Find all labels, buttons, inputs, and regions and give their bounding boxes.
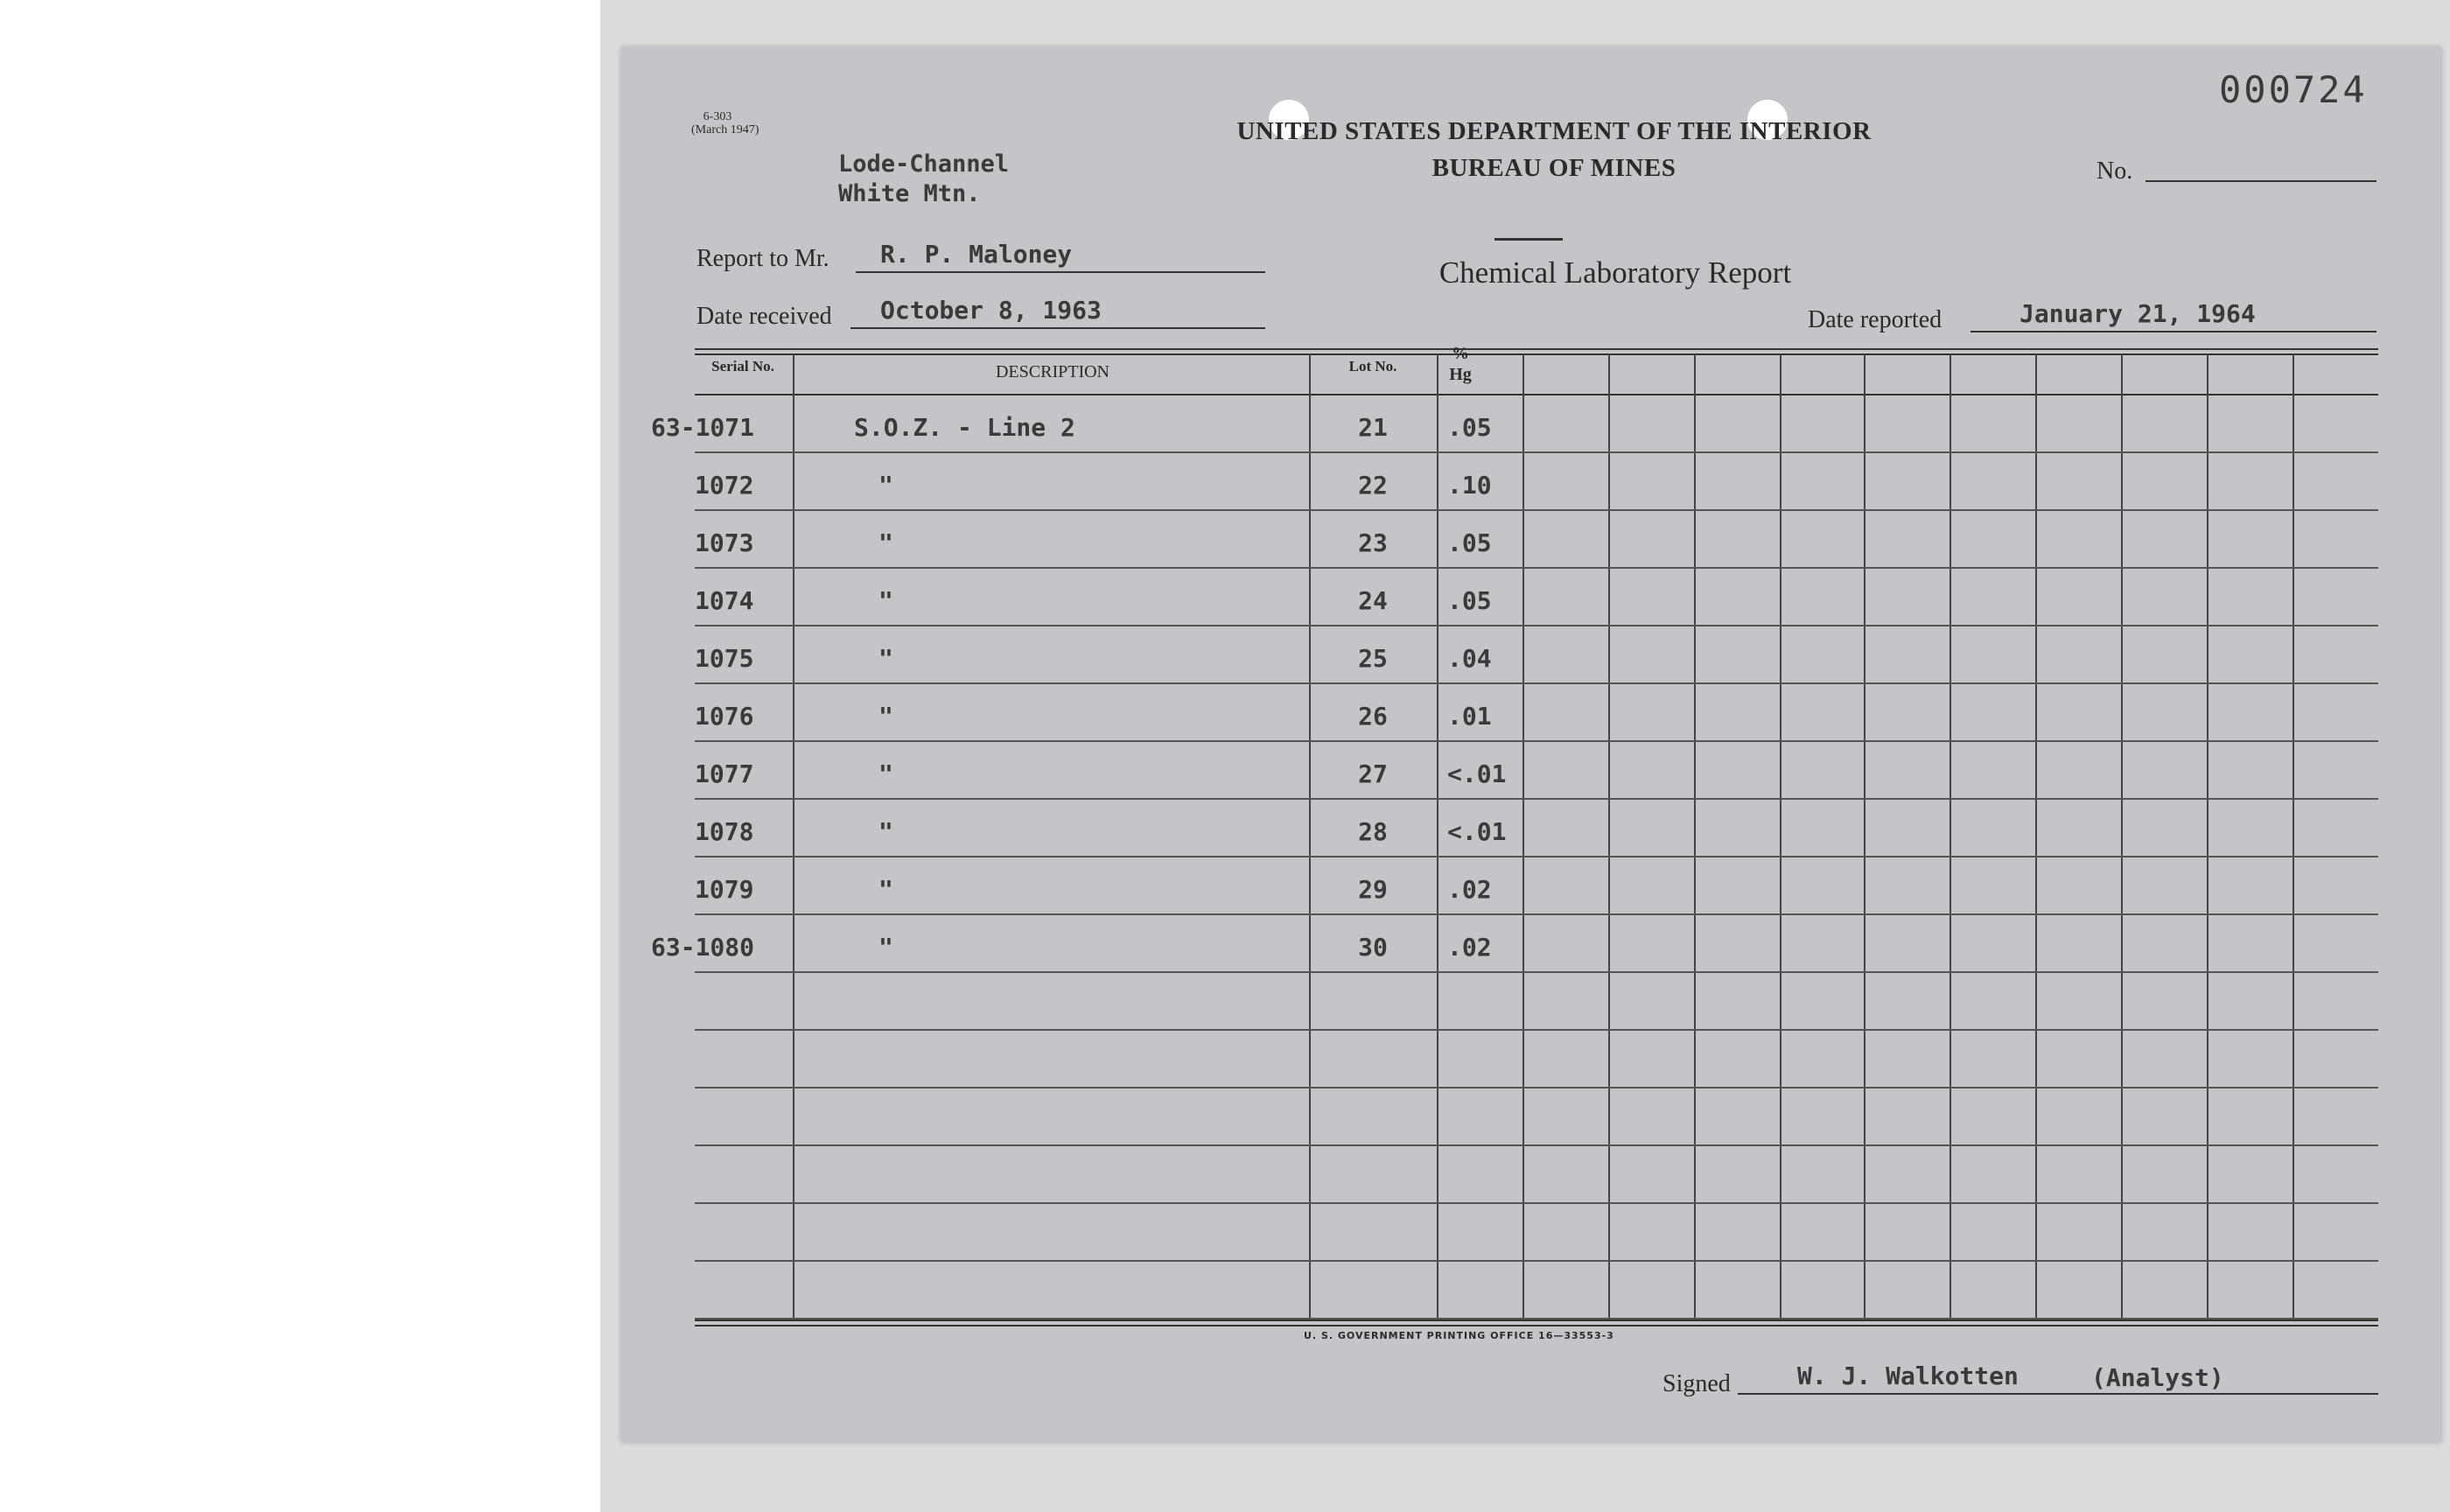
hg-value-cell: .05 xyxy=(1447,586,1492,615)
lot-cell: 21 xyxy=(1358,413,1388,442)
analyst-role: (Analyst) xyxy=(2091,1363,2224,1392)
table-column-divider xyxy=(1437,354,1438,1320)
project-line-1: Lode-Channel xyxy=(838,150,1010,178)
date-reported-value: January 21, 1964 xyxy=(2020,299,2256,328)
column-description-header: DESCRIPTION xyxy=(995,362,1110,382)
report-to-label: Report to Mr. xyxy=(696,245,830,272)
description-cell: " xyxy=(878,644,893,673)
serial-cell: 1079 xyxy=(695,875,754,904)
table-top-rule-2 xyxy=(695,354,2378,355)
table-column-divider xyxy=(2121,354,2123,1320)
lot-cell: 23 xyxy=(1358,528,1388,557)
table-row-rule xyxy=(695,509,2378,511)
description-cell: " xyxy=(878,875,893,904)
project-line-2: White Mtn. xyxy=(838,180,981,207)
description-cell: " xyxy=(878,471,893,500)
serial-cell: 1078 xyxy=(695,817,754,846)
table-column-divider xyxy=(2035,354,2037,1320)
table-row-rule xyxy=(695,682,2378,684)
document-number: 000724 xyxy=(2219,68,2368,111)
serial-cell: 1073 xyxy=(695,528,754,557)
table-bottom-rule xyxy=(695,1320,2378,1321)
description-cell: " xyxy=(878,933,893,962)
hg-value-cell: <.01 xyxy=(1447,817,1507,846)
table-row-rule xyxy=(695,798,2378,800)
table-column-divider xyxy=(1694,354,1696,1320)
bureau-title: BUREAU OF MINES xyxy=(1432,154,1676,182)
table-row-rule xyxy=(695,1202,2378,1204)
hg-value-cell: .02 xyxy=(1447,875,1492,904)
lot-cell: 28 xyxy=(1358,817,1388,846)
column-hg-header: Hg xyxy=(1449,365,1472,384)
table-column-divider xyxy=(2207,354,2208,1320)
signed-underline xyxy=(1738,1393,2378,1395)
lot-cell: 26 xyxy=(1358,702,1388,731)
table-row-rule xyxy=(695,740,2378,742)
table-row-rule xyxy=(695,567,2378,569)
no-label: No. xyxy=(2096,158,2133,185)
signed-label: Signed xyxy=(1662,1370,1731,1397)
description-cell: " xyxy=(878,528,893,557)
table-row-rule xyxy=(695,1144,2378,1146)
hg-value-cell: <.01 xyxy=(1447,760,1507,788)
no-underline xyxy=(2146,180,2376,182)
column-lot-header: Lot No. xyxy=(1348,358,1397,374)
table-row-rule xyxy=(695,625,2378,626)
form-code: 6-303 xyxy=(703,110,732,123)
table-column-divider xyxy=(1780,354,1782,1320)
table-row-rule xyxy=(695,1087,2378,1088)
description-cell: " xyxy=(878,760,893,788)
table-column-divider xyxy=(1950,354,1951,1320)
table-row-rule xyxy=(695,1029,2378,1031)
lot-cell: 30 xyxy=(1358,933,1388,962)
lot-cell: 22 xyxy=(1358,471,1388,500)
date-reported-label: Date reported xyxy=(1808,306,1942,333)
table-row-rule xyxy=(695,1260,2378,1262)
table-header-rule xyxy=(695,394,2378,396)
date-received-value: October 8, 1963 xyxy=(880,296,1102,325)
printing-office-note: U. S. GOVERNMENT PRINTING OFFICE 16—33553-3 xyxy=(1304,1330,1614,1341)
table-column-divider xyxy=(1864,354,1866,1320)
hg-value-cell: .01 xyxy=(1447,702,1492,731)
column-serial-header: Serial No. xyxy=(711,358,774,374)
hg-value-cell: .05 xyxy=(1447,413,1492,442)
lot-cell: 25 xyxy=(1358,644,1388,673)
title-rule xyxy=(1494,238,1563,241)
serial-cell: 1074 xyxy=(695,586,754,615)
description-cell: " xyxy=(878,586,893,615)
serial-cell: 1075 xyxy=(695,644,754,673)
table-row-rule xyxy=(695,971,2378,973)
hg-value-cell: .05 xyxy=(1447,528,1492,557)
signed-name: W. J. Walkotten xyxy=(1797,1362,2019,1390)
description-cell: " xyxy=(878,817,893,846)
hg-value-cell: .10 xyxy=(1447,471,1492,500)
hg-value-cell: .02 xyxy=(1447,933,1492,962)
report-title: Chemical Laboratory Report xyxy=(1438,256,1792,290)
serial-cell: 63-1080 xyxy=(651,933,755,962)
table-row-rule xyxy=(695,856,2378,858)
date-reported-underline xyxy=(1970,331,2376,332)
table-column-divider xyxy=(1608,354,1610,1320)
hg-value-cell: .04 xyxy=(1447,644,1492,673)
description-cell: S.O.Z. - Line 2 xyxy=(854,413,1075,442)
table-bottom-rule-2 xyxy=(695,1325,2378,1326)
table-row-rule xyxy=(695,914,2378,915)
table-column-divider xyxy=(2292,354,2294,1320)
lot-cell: 27 xyxy=(1358,760,1388,788)
date-received-underline xyxy=(850,327,1265,329)
lot-cell: 24 xyxy=(1358,586,1388,615)
report-to-value: R. P. Maloney xyxy=(880,240,1073,269)
serial-cell: 1076 xyxy=(695,702,754,731)
department-title: UNITED STATES DEPARTMENT OF THE INTERIOR xyxy=(1236,117,1872,145)
column-percent-header: % xyxy=(1452,344,1469,363)
serial-cell: 1072 xyxy=(695,471,754,500)
table-top-rule xyxy=(695,348,2378,350)
lab-report-form xyxy=(621,47,2441,1442)
description-cell: " xyxy=(878,702,893,731)
report-to-underline xyxy=(856,271,1265,273)
date-received-label: Date received xyxy=(696,303,832,330)
lot-cell: 29 xyxy=(1358,875,1388,904)
table-row-rule xyxy=(695,452,2378,453)
serial-cell: 1077 xyxy=(695,760,754,788)
serial-cell: 63-1071 xyxy=(651,413,755,442)
form-date: (March 1947) xyxy=(691,123,760,136)
